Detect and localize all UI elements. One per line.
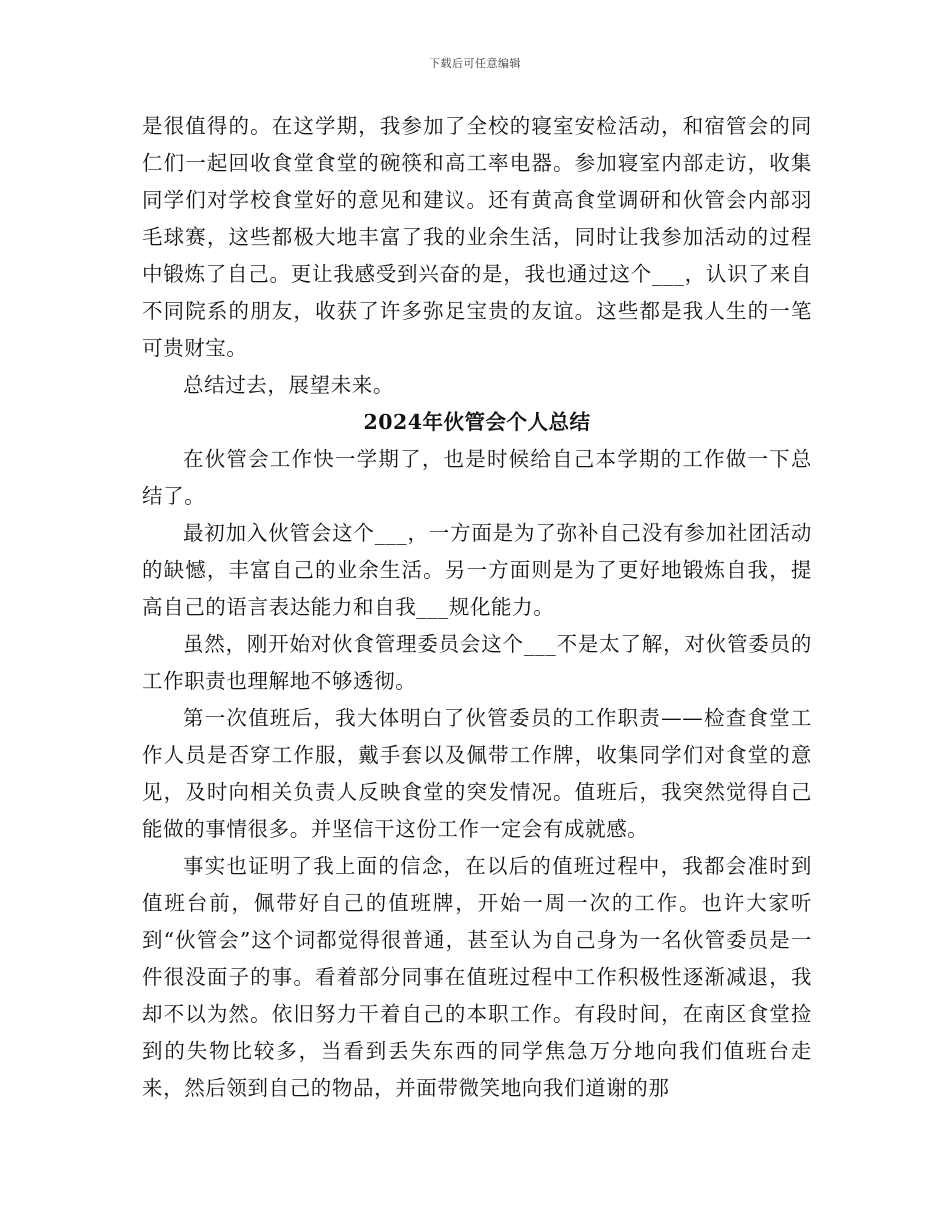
header-note: 下载后可任意编辑 [429, 57, 521, 70]
paragraph: 在伙管会工作快一学期了，也是时候给自己本学期的工作做一下总结了。 [142, 447, 812, 508]
paragraph: 虽然，刚开始对伙食管理委员会这个___不是太了解，对伙管委员的工作职责也理解地不够透彻。 [142, 632, 812, 693]
document-body [142, 108, 812, 1107]
paragraph: 事实也证明了我上面的信念，在以后的值班过程中，我都会准时到值班台前，佩带好自己的值班牌，开始一周一次的工作。也许大家听到“伙管会”这个词都觉得很普通，甚至认为自己身为一名伙管委员是一件很没面子的事。看着部分同事在值班过程中工作积极性逐渐减退，我却不以为然。依旧努力干着自己的本职工作。有段时间，在南区食堂捡到的失物比较多，当看到丢失东西的同学焦急万分地向我们值班台走来，然后领到自己的物品，并面带微笑地向我们道谢的那 [142, 854, 812, 1100]
section-title: 2024年伙管会个人总结 [363, 410, 591, 434]
paragraph-continued: 是很值得的。在这学期，我参加了全校的寝室安检活动，和宿管会的同仁们一起回收食堂食堂的碗筷和高工率电器。参加寝室内部走访，收集同学们对学校食堂好的意见和建议。还有黄高食堂调研和伙管会内部羽毛球赛，这些都极大地丰富了我的业余生活，同时让我参加活动的过程中锻炼了自己。更让我感受到兴奋的是，我也通过这个___，认识了来自不同院系的朋友，收获了许多弥足宝贵的友谊。这些都是我人生的一笔可贵财宝。 [142, 114, 812, 360]
paragraph: 第一次值班后，我大体明白了伙管委员的工作职责——检查食堂工作人员是否穿工作服，戴手套以及佩带工作牌，收集同学们对食堂的意见，及时向相关负责人反映食堂的突发情况。值班后，我突然觉得自己能做的事情很多。并坚信干这份工作一定会有成就感。 [142, 706, 812, 841]
paragraph-closing: 总结过去，展望未来。 [183, 373, 394, 397]
paragraph: 最初加入伙管会这个___，一方面是为了弥补自己没有参加社团活动的缺憾，丰富自己的业余生活。另一方面则是为了更好地锻炼自我，提高自己的语言表达能力和自我___规化能力。 [142, 521, 812, 619]
